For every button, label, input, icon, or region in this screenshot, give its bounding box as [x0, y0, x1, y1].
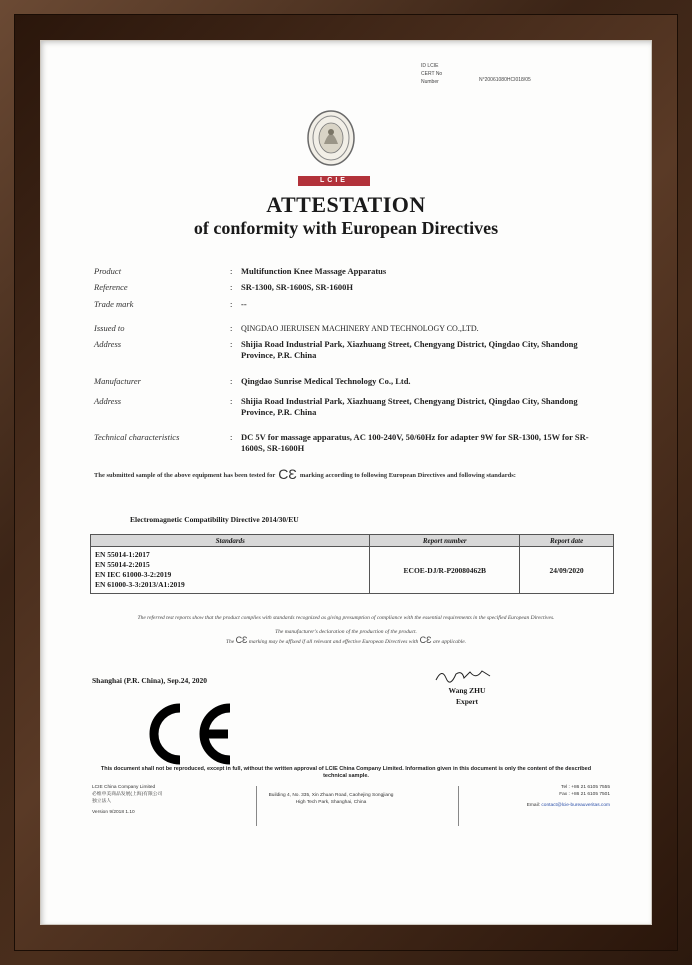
field-separator: :	[230, 396, 233, 406]
footer-company: LCIE China Company Limited	[92, 785, 156, 790]
note-line: The referred test reports show that the product complies with standards recognized as giving presumption of compliance with the essential requirements in the specified European Directives.	[137, 615, 555, 621]
field-value: Multifunction Knee Massage Apparatus	[241, 266, 387, 276]
field-label: Product	[94, 266, 122, 276]
footer-tel: Tel : +86 21 6105 7555	[561, 785, 610, 790]
footer-email-link[interactable]: contact@lcie-bureauveritas.com	[541, 803, 610, 808]
field-value: Qingdao Sunrise Medical Technology Co., Ltd.	[241, 376, 411, 386]
id-labels	[421, 62, 442, 86]
field-separator: :	[230, 323, 233, 333]
footer-email: Email: contact@lcie-bureauveritas.com	[526, 803, 610, 808]
table-header-row	[91, 535, 614, 547]
report-date-cell: 24/09/2020	[520, 547, 614, 594]
note-line	[96, 636, 596, 646]
column-header: Report date	[520, 535, 614, 547]
ce-inline-icon: CƐ	[278, 466, 297, 482]
document-title: ATTESTATION	[266, 192, 426, 217]
note-text: marking may be affixed if all relevant and effective European Directives with	[248, 639, 419, 645]
footer-address: Building 4, No. 335, Xin Zhuan Road, Caohejing Songjiang High Tech Park, Shanghai, China	[268, 793, 394, 805]
field-label: Technical characteristics	[94, 432, 180, 442]
field-separator: :	[230, 282, 233, 292]
field-label: Issued to	[94, 323, 125, 333]
statement-text: marking according to following European Directives and following standards:	[299, 472, 516, 479]
footer-company-cn: 必维申美商品发展(上海)有限公司	[92, 792, 163, 797]
footer-contact-column	[474, 784, 610, 809]
field-separator: :	[230, 266, 233, 276]
column-header: Standards	[91, 535, 370, 547]
field-value: DC 5V for massage apparatus, AC 100-240V, 50/60Hz for adapter 9W for SR-1300, 15W for SR-1600S, SR-1600H	[241, 432, 589, 453]
footer-company-column	[92, 784, 242, 816]
footer-fax: Fax : +86 21 6105 7501	[559, 792, 610, 797]
field-value: Shijia Road Industrial Park, Xiazhuang Street, Chengyang District, Qingdao City, Shandong Province, P.R. China	[241, 396, 578, 417]
id-label: ID LCIE	[421, 63, 439, 69]
field-value: QINGDAO JIERUISEN MACHINERY AND TECHNOLOGY CO.,LTD.	[241, 324, 479, 333]
notes-block	[96, 614, 596, 646]
field-value: SR-1300, SR-1600S, SR-1600H	[241, 282, 353, 292]
ce-small-icon: CƐ	[419, 635, 432, 645]
field-value: --	[241, 299, 247, 309]
standard-item: EN 55014-1:2017	[95, 550, 150, 559]
ce-mark-icon	[140, 700, 236, 768]
note-text: The	[225, 639, 235, 645]
field-separator: :	[230, 339, 233, 349]
conformity-statement	[94, 466, 604, 482]
field-separator: :	[230, 299, 233, 309]
id-label: CERT No	[421, 71, 443, 77]
id-label: Number	[421, 79, 439, 85]
signer-name: Wang ZHU	[448, 686, 486, 695]
footer-divider	[458, 786, 459, 826]
field-separator: :	[230, 432, 233, 442]
standard-item: EN 61000-3-3:2013/A1:2019	[95, 580, 185, 589]
signer-block	[442, 685, 492, 707]
directive-title: Electromagnetic Compatibility Directive 2014/30/EU	[130, 515, 299, 524]
field-label: Manufacturer	[94, 376, 141, 386]
note-text: are applicable.	[432, 639, 467, 645]
certificate-number: N°20061080HCI018/05	[479, 77, 531, 83]
table-row	[91, 547, 614, 594]
column-header: Report number	[370, 535, 520, 547]
document-subtitle: of conformity with European Directives	[193, 218, 499, 238]
standard-item: EN IEC 61000-3-2:2019	[95, 570, 172, 579]
field-value: Shijia Road Industrial Park, Xiazhuang Street, Chengyang District, Qingdao City, Shandong Province, P.R. China	[241, 339, 578, 360]
footer-company-short: 独立法人	[92, 799, 112, 804]
field-label: Address	[94, 339, 122, 349]
report-number-cell: ECOE-DJ/R-P20080462B	[370, 547, 520, 594]
ce-small-icon: CƐ	[235, 635, 248, 645]
footer	[92, 784, 612, 834]
standard-item: EN 55014-2:2015	[95, 560, 150, 569]
note-line: The manufacturer's declaration of the production of the product.	[275, 629, 417, 635]
standards-table	[90, 534, 614, 594]
field-label: Address	[94, 396, 122, 406]
field-label: Trade mark	[94, 299, 134, 309]
lcie-brand-bar: LCIE	[298, 176, 370, 186]
footer-divider	[256, 786, 257, 826]
footer-version: Version 9/2018 1.10	[92, 810, 135, 815]
place-and-date: Shanghai (P.R. China), Sep.24, 2020	[92, 676, 207, 685]
field-separator: :	[230, 376, 233, 386]
signer-role: Expert	[455, 697, 479, 706]
statement-text: The submitted sample of the above equipment has been tested for	[94, 472, 276, 479]
bureau-veritas-seal-icon	[306, 110, 356, 172]
standards-cell	[91, 547, 370, 594]
field-label: Reference	[94, 282, 128, 292]
signature-icon	[434, 666, 494, 686]
footer-warning: This document shall not be reproduced, except in full, without the written approval of LCIE China Company Limited. Information given in this document is only the content of the described technical sample.	[100, 766, 592, 779]
